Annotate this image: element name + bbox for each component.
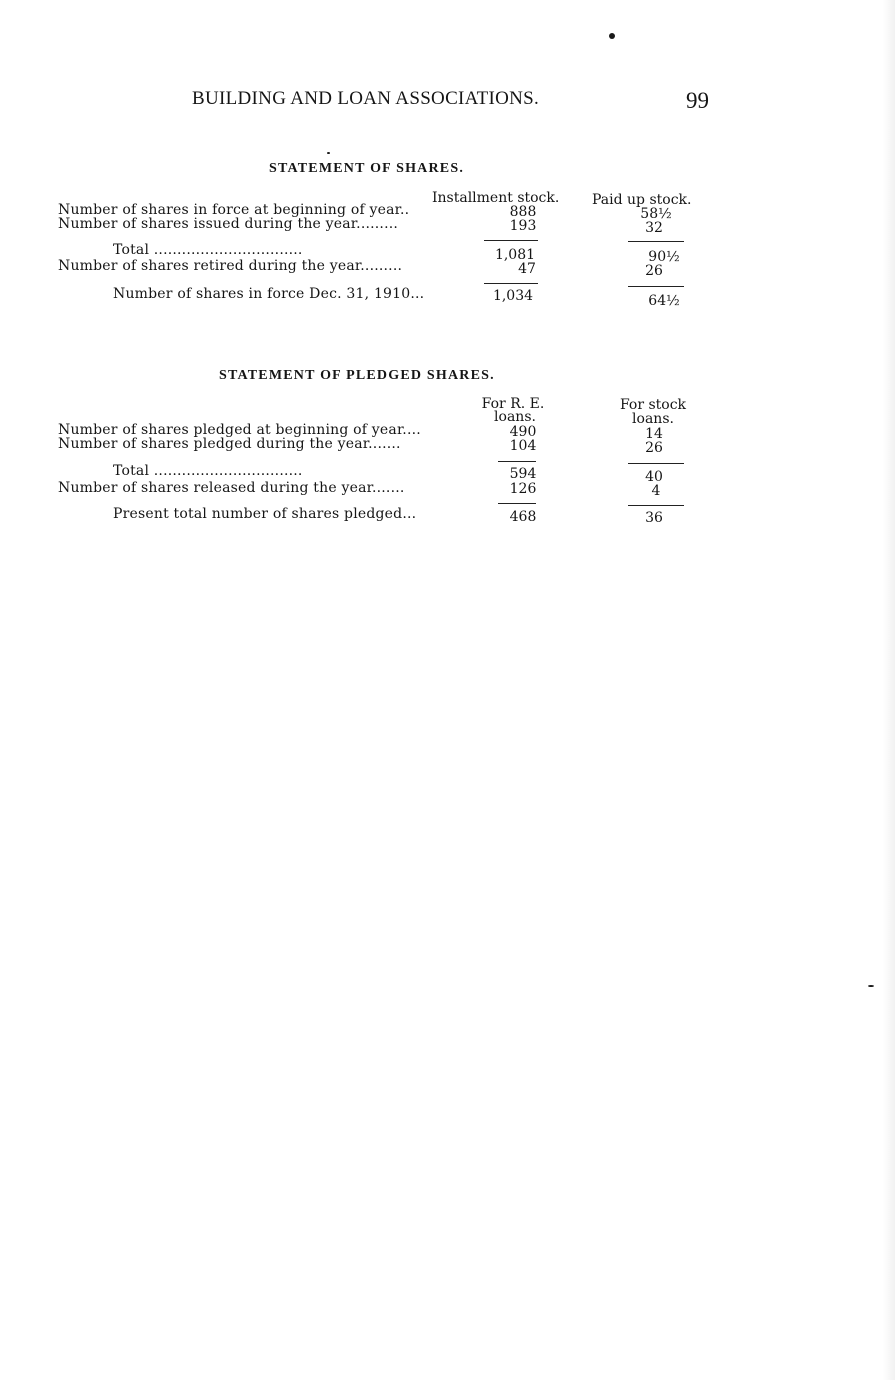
re-loans-header-line2: loans.	[494, 409, 536, 425]
running-title: BUILDING AND LOAN ASSOCIATIONS.	[192, 88, 540, 109]
shares-total-paidup: 90½	[648, 249, 680, 265]
pledged-row-stock: 26	[645, 440, 663, 456]
pledged-row-label: Number of shares pledged at beginning of year....	[58, 422, 421, 438]
pledged-present-total-re: 468	[509, 509, 537, 525]
shares-total-installment: 1,081	[494, 247, 536, 263]
shares-row-paidup: 58½	[640, 206, 672, 222]
pledged-row-stock: 14	[645, 426, 663, 442]
scan-speck	[609, 33, 615, 39]
shares-in-force-installment: 1,034	[492, 288, 534, 304]
pledged-present-total-stock: 36	[645, 510, 663, 526]
shares-in-force-label: Number of shares in force Dec. 31, 1910...	[113, 286, 425, 302]
subtotal-rule	[628, 463, 684, 464]
subtotal-rule	[498, 461, 536, 462]
pledged-total-re: 594	[509, 466, 537, 482]
shares-row-label: Number of shares in force at beginning of year..	[58, 202, 410, 218]
shares-row-label: Number of shares retired during the year.........	[58, 258, 403, 274]
scan-speck	[868, 985, 874, 987]
scan-speck	[327, 152, 330, 154]
paid-up-stock-header: Paid up stock.	[592, 192, 692, 208]
stock-loans-header-line2: loans.	[632, 411, 674, 427]
shares-row-label: Number of shares issued during the year.........	[58, 216, 399, 232]
pledged-row-label: Number of shares pledged during the year.......	[58, 436, 401, 452]
subtotal-rule	[628, 241, 684, 242]
subtotal-rule	[498, 503, 536, 504]
pledged-row-re: 126	[509, 481, 537, 497]
pledged-row-label: Number of shares released during the year.......	[58, 480, 405, 496]
shares-row-paidup: 26	[645, 263, 663, 279]
pledged-row-re: 490	[509, 424, 537, 440]
pledged-present-total-label: Present total number of shares pledged...	[113, 506, 417, 522]
pledged-row-re: 104	[509, 438, 537, 454]
subtotal-rule	[628, 286, 684, 287]
subtotal-rule	[484, 283, 538, 284]
pledged-total-stock: 40	[645, 469, 663, 485]
re-loans-header-line1: For R. E.	[481, 396, 545, 412]
pledged-row-stock: 4	[651, 483, 661, 499]
shares-row-installment: 193	[509, 218, 537, 234]
shares-row-paidup: 32	[645, 220, 663, 236]
shares-row-installment: 47	[518, 261, 536, 277]
pledged-title: STATEMENT OF PLEDGED SHARES.	[219, 368, 495, 383]
stock-loans-header-line1: For stock	[619, 397, 687, 413]
subtotal-rule	[628, 505, 684, 506]
shares-title: STATEMENT OF SHARES.	[269, 161, 465, 176]
installment-stock-header: Installment stock.	[432, 190, 560, 206]
subtotal-rule	[484, 240, 538, 241]
page-number: 99	[686, 88, 709, 113]
page-edge-shadow	[883, 0, 895, 1380]
shares-in-force-paidup: 64½	[648, 293, 680, 309]
shares-total-label: Total ................................	[113, 242, 303, 258]
pledged-total-label: Total ................................	[113, 463, 303, 479]
shares-row-installment: 888	[509, 204, 537, 220]
